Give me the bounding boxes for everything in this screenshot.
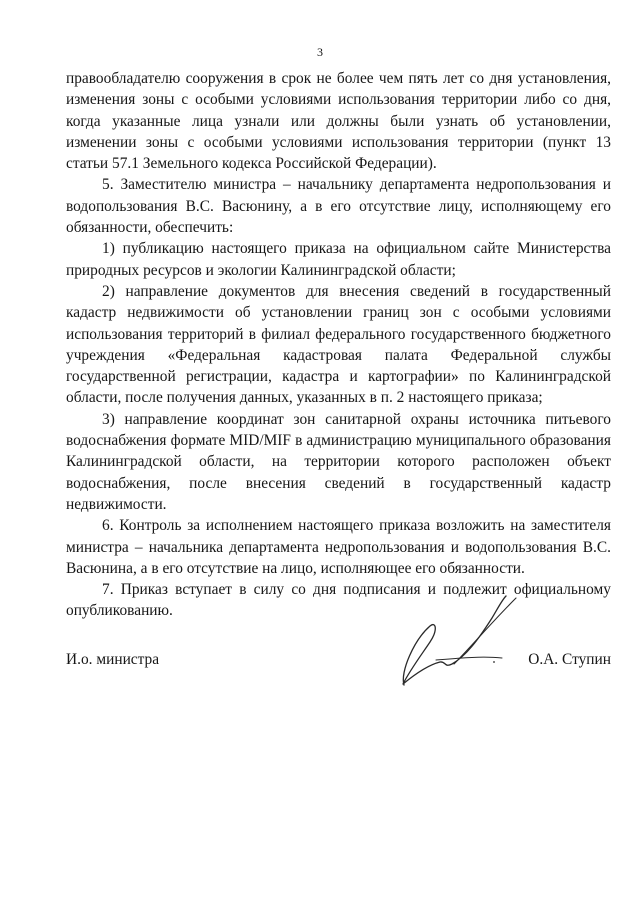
- signature-block: [66, 651, 611, 675]
- signer-name: О.А. Ступин: [528, 651, 611, 668]
- paragraph-subitem-1: 1) публикацию настоящего приказа на официальном сайте Министерства природных ресурсов и экологии Калининградской области;: [66, 240, 611, 279]
- paragraph-subitem-3: 3) направление координат зон санитарной охраны источника питьевого водоснабжения формате MID/MIF в администрацию муниципального образования Калининградской области, на территории которого расположен объект водоснабжения, после внесения сведений в государственный кадастр недвижимости.: [66, 410, 611, 513]
- paragraph-item-5: 5. Заместителю министра – начальнику департамента недропользования и водопользования В.С. Васюнину, а в его отсутствие лицу, исполняющему его обязанности, обеспечить:: [66, 176, 611, 237]
- document-body: [66, 68, 611, 622]
- page-number: 3: [317, 45, 323, 59]
- paragraph-item-7: 7. Приказ вступает в силу со дня подписания и подлежит официальному опубликованию.: [66, 581, 611, 620]
- paragraph-subitem-2: 2) направление документов для внесения сведений в государственный кадастр недвижимости об установлении границ зон с особыми условиями использования территорий в филиал федерального государственного бюджетного учреждения «Федеральная кадастровая палата Федеральной службы государственной регистрации, кадастра и картографии» по Калининградской области, после получения данных, указанных в п. 2 настоящего приказа;: [66, 282, 611, 407]
- signer-title: И.о. министра: [66, 651, 160, 668]
- paragraph-continuation: правообладателю сооружения в срок не более чем пять лет со дня установления, изменения зоны с особыми условиями использования территории либо со дня, когда указанные лица узнали или должны были узнать об установлении, изменении зоны с особыми условиями использования территории (пункт 13 статьи 57.1 Земельного кодекса Российской Федерации).: [66, 70, 611, 173]
- paragraph-item-6: 6. Контроль за исполнением настоящего приказа возложить на заместителя министра – начальника департамента недропользования и водопользования В.С. Васюнина, а в его отсутствие на лицо, исполняющее его обязанности.: [66, 517, 611, 577]
- handwritten-signature: [370, 590, 550, 695]
